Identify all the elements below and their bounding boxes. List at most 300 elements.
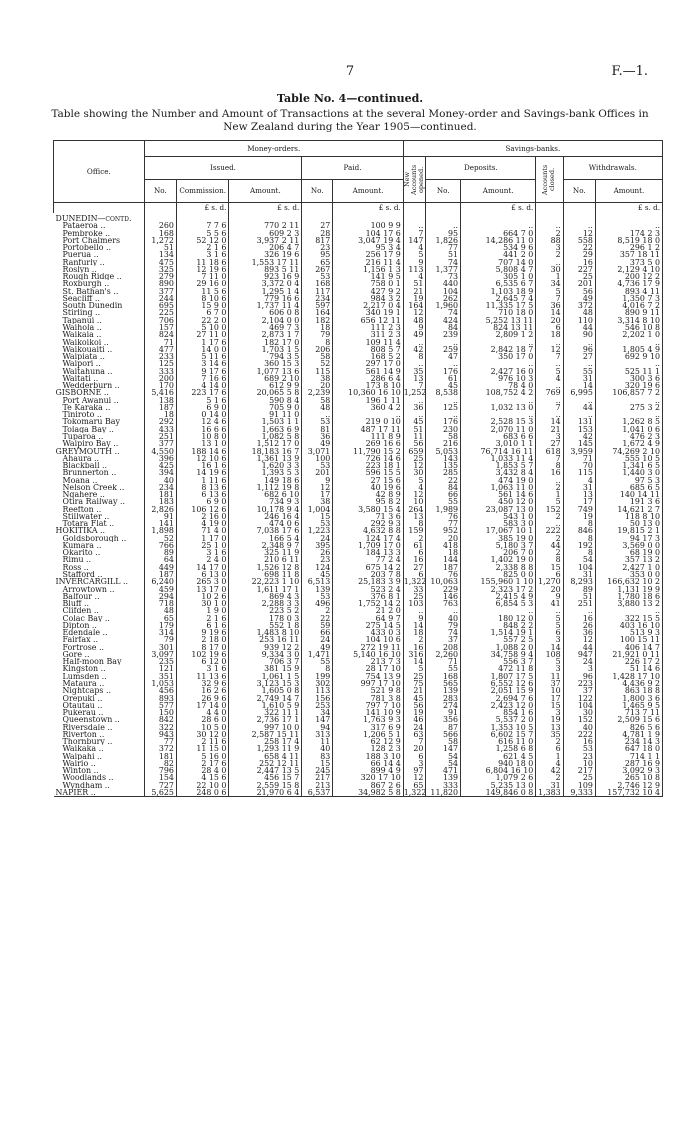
cell: 301 [144, 644, 176, 651]
cell: 6 [403, 753, 426, 760]
cell: 10 [563, 760, 595, 767]
cell: 556 3 7 [461, 658, 536, 665]
cell: 27 11 0 [176, 331, 229, 338]
cell: 2,749 14 7 [229, 695, 302, 702]
cell: .. [461, 607, 536, 614]
cell: 58 [426, 738, 461, 745]
cell [461, 213, 536, 222]
cell: 4 [563, 477, 595, 484]
cell: 360 4 2 [333, 404, 403, 411]
cell [144, 213, 176, 222]
cell: 0 14 0 [176, 411, 229, 418]
office-name: INVERCARGILL .. [55, 578, 129, 586]
cell: 396 [144, 455, 176, 462]
table-row [54, 767, 663, 774]
cell: 28 [302, 230, 333, 237]
cell: 305 1 0 [461, 273, 536, 280]
cell: 5,416 [144, 389, 176, 396]
cell: 561 14 9 [333, 368, 403, 375]
cell: .. [403, 397, 426, 404]
table-row [54, 658, 663, 665]
table-row [54, 702, 663, 709]
cell: 7 7 6 [176, 222, 229, 229]
cell: 372 [563, 302, 595, 309]
cell: 18 [302, 324, 333, 331]
cell: 322 11 1 [229, 709, 302, 716]
cell: 73 [426, 273, 461, 280]
office-name: Dipton .. [62, 621, 97, 630]
cell: 51 [426, 251, 461, 258]
cell: 685 6 5 [595, 484, 662, 491]
cell: 5 [536, 368, 563, 375]
office-name: HOKITIKA .. [55, 527, 106, 535]
cell: 710 18 0 [461, 309, 536, 316]
cell: 1,800 3 6 [595, 695, 662, 702]
cell: 1,322 [403, 788, 426, 797]
cell: 5 [536, 622, 563, 629]
unit-withdrawals: £ s. d. [595, 203, 662, 214]
cell: 74 [426, 259, 461, 266]
table-row [54, 782, 663, 789]
cell: 552 1 8 [229, 622, 302, 629]
cell: 474 19 0 [461, 477, 536, 484]
cell: 5,180 3 7 [461, 542, 536, 549]
cell: 6 7 0 [176, 309, 229, 316]
cell: 8,538 [426, 389, 461, 396]
cell: 2,809 1 2 [461, 331, 536, 338]
cell: 5 5 6 [176, 230, 229, 237]
col-withdrawals: Withdrawals. [563, 157, 662, 180]
cell: 34,758 9 4 [461, 651, 536, 658]
cell: 223 18 1 [333, 462, 403, 469]
table-row [54, 644, 663, 651]
col-paid-no: No. [302, 180, 333, 203]
cell: 111 2 3 [333, 324, 403, 331]
cell: 21 [403, 288, 426, 295]
cell: 213 [302, 782, 333, 789]
cell: 222 [536, 527, 563, 534]
table-row [54, 418, 663, 425]
cell: 612 9 9 [229, 382, 302, 389]
cell: 14 [536, 309, 563, 316]
cell: 8 [302, 665, 333, 672]
cell: 1,610 5 9 [229, 702, 302, 709]
cell: 26 [302, 549, 333, 556]
table-row [54, 738, 663, 745]
cell: 2,288 3 3 [229, 600, 302, 607]
cell: .. [563, 411, 595, 418]
cell: 2 [536, 484, 563, 491]
cell: 302 [302, 680, 333, 687]
cell: 590 8 4 [229, 397, 302, 404]
cell: .. [595, 411, 662, 418]
cell: 81 [302, 426, 333, 433]
cell: 12 10 6 [176, 455, 229, 462]
cell: 947 [563, 651, 595, 658]
cell: 131 [563, 418, 595, 425]
cell: 6,513 [302, 578, 333, 585]
cell: 893 4 11 [595, 288, 662, 295]
cell: 297 17 0 [333, 360, 403, 367]
cell: 17,067 10 1 [461, 527, 536, 534]
cell: 32 9 6 [176, 680, 229, 687]
cell: .. [333, 411, 403, 418]
cell: 427 9 2 [333, 288, 403, 295]
cell: 682 6 10 [229, 491, 302, 498]
table-row [54, 259, 663, 266]
cell: 3 1 6 [176, 549, 229, 556]
table-row [54, 397, 663, 404]
cell: 322 [144, 724, 176, 731]
cell: 7 [403, 738, 426, 745]
cell: 418 [426, 542, 461, 549]
office-name: Port Awanui .. [62, 396, 119, 404]
cell: .. [536, 477, 563, 484]
cell: 246 16 4 [229, 513, 302, 520]
office-name: Waikoikoi .. [62, 338, 109, 346]
cell: 199 [302, 673, 333, 680]
table-row [54, 484, 663, 491]
cell: 25 1 0 [176, 542, 229, 549]
table-row [54, 317, 663, 324]
table-row [54, 680, 663, 687]
cell: .. [403, 411, 426, 418]
cell: 14 [403, 658, 426, 665]
cell: 1 [536, 753, 563, 760]
cell: 19,815 2 1 [595, 527, 662, 534]
cell: 51 [144, 244, 176, 251]
cell: 2 [536, 251, 563, 258]
cell: 275 14 5 [333, 622, 403, 629]
cell: 30 [403, 469, 426, 476]
cell: 168 [302, 280, 333, 287]
cell: 4 14 0 [176, 382, 229, 389]
table-row [54, 716, 663, 723]
cell: 219 0 10 [333, 418, 403, 425]
cell: 14 [563, 382, 595, 389]
cell: 260 [144, 222, 176, 229]
cell: 10 2 6 [176, 593, 229, 600]
cell: 2,559 15 8 [229, 782, 302, 789]
table-row [54, 222, 663, 229]
office-name: Mataura .. [62, 680, 105, 688]
cell: 7 16 6 [176, 375, 229, 382]
office-name: Waipahi .. [62, 752, 103, 760]
cell: 565 [426, 680, 461, 687]
table-row [54, 404, 663, 411]
table-row [54, 433, 663, 440]
cell: 121 [144, 665, 176, 672]
cell: 2 [536, 513, 563, 520]
cell: .. [595, 607, 662, 614]
cell: 5,625 [144, 789, 176, 797]
cell: 12 [403, 462, 426, 469]
page-code: F.—1. [611, 64, 648, 79]
cell: 2,423 12 0 [461, 702, 536, 709]
cell: 22 10 0 [176, 782, 229, 789]
table-row [54, 426, 663, 433]
office-name: GISBORNE .. [55, 389, 109, 397]
cell: 16 [403, 644, 426, 651]
cell: 356 [426, 716, 461, 723]
cell: 357 13 2 [595, 556, 662, 563]
cell: .. [536, 360, 563, 367]
cell: 233 [144, 353, 176, 360]
cell: 546 10 8 [595, 324, 662, 331]
cell: 758 0 1 [333, 280, 403, 287]
cell: 66 14 4 [333, 760, 403, 767]
cell: 1,709 17 0 [333, 542, 403, 549]
cell: 3,580 15 4 [333, 506, 403, 513]
cell: 854 1 6 [461, 709, 536, 716]
table-row [54, 477, 663, 484]
cell: 62 12 9 [333, 738, 403, 745]
page-number: 7 [345, 64, 355, 79]
cell: 294 [144, 593, 176, 600]
cell: 184 13 3 [333, 549, 403, 556]
office-name: Portobello .. [62, 244, 111, 252]
cell: 22 2 0 [176, 317, 229, 324]
cell: 7 [536, 295, 563, 302]
cell: 1,526 12 8 [229, 564, 302, 571]
cell: 469 7 3 [229, 324, 302, 331]
cell: 223 17 6 [176, 389, 229, 396]
office-name: Wyndham .. [62, 781, 110, 789]
table-title: Table No. 4—continued. [276, 92, 424, 105]
cell: 30 12 0 [176, 731, 229, 738]
office-name: Otira Railway .. [62, 498, 125, 506]
cell: .. [461, 411, 536, 418]
cell: 187 [144, 571, 176, 578]
cell: 997 10 0 [229, 724, 302, 731]
cell: 179 [144, 622, 176, 629]
cell: 2 1 6 [176, 244, 229, 251]
cell: 6 9 0 [176, 498, 229, 505]
cell: 52 [144, 535, 176, 542]
cell: 55 [302, 658, 333, 665]
cell [426, 213, 461, 222]
cell: 997 17 10 [333, 680, 403, 687]
cell: 25,183 3 9 [333, 578, 403, 585]
col-deposits: Deposits. [426, 157, 536, 180]
office-name: Totara Flat .. [62, 520, 115, 528]
cell: .. [302, 411, 333, 418]
cell: 12 [563, 636, 595, 643]
cell: 28 4 0 [176, 767, 229, 774]
cell: 22,223 1 10 [229, 578, 302, 585]
cell: 322 15 5 [595, 615, 662, 622]
office-name: GREYMOUTH .. [55, 447, 120, 455]
cell: .. [461, 360, 536, 367]
cell: 3,010 1 1 [461, 440, 536, 447]
cell: 577 [144, 702, 176, 709]
cell: 13 1 0 [176, 440, 229, 447]
office-name: Tiniroto .. [62, 411, 102, 419]
office-name: Roxburgh .. [62, 280, 110, 288]
cell: .. [563, 360, 595, 367]
cell: 692 9 10 [595, 353, 662, 360]
table-row [54, 724, 663, 731]
cell: 1 [536, 491, 563, 498]
cell: 89 [563, 586, 595, 593]
office-name: Wairio .. [62, 759, 96, 768]
cell: 166,632 10 2 [595, 578, 662, 585]
cell: 54 [426, 753, 461, 760]
cell: 9 [302, 477, 333, 484]
cell: 176 [426, 418, 461, 425]
cell: 4,632 8 8 [333, 527, 403, 534]
cell: 45 [403, 418, 426, 425]
cell: 8,519 18 0 [595, 237, 662, 244]
cell: 406 14 7 [595, 644, 662, 651]
cell: 1,131 19 9 [595, 586, 662, 593]
cell: 1,156 1 3 [333, 266, 403, 273]
cell: 18 [144, 411, 176, 418]
cell: 863 18 8 [595, 687, 662, 694]
table-row [54, 339, 663, 346]
cell: 65 [403, 782, 426, 789]
cell: 754 13 9 [333, 673, 403, 680]
cell [176, 213, 229, 222]
cell: 11 18 6 [176, 259, 229, 266]
cell: 168 [426, 673, 461, 680]
cell: 23 [302, 556, 333, 563]
col-accounts-closed: Accounts closed. [536, 157, 563, 203]
cell: 157 [144, 324, 176, 331]
cell: 9 [403, 615, 426, 622]
col-issued-no: No. [144, 180, 176, 203]
cell [333, 213, 403, 222]
cell: 3 1 6 [176, 665, 229, 672]
cell: 51 14 6 [595, 665, 662, 672]
cell: 340 19 1 [333, 309, 403, 316]
cell: 890 9 11 [595, 309, 662, 316]
cell: 333 [426, 782, 461, 789]
cell: 55 [563, 368, 595, 375]
cell: 923 16 9 [229, 273, 302, 280]
cell: 22 [563, 244, 595, 251]
cell: 141 9 5 [333, 273, 403, 280]
cell: 3,097 [144, 651, 176, 658]
cell: 26 9 6 [176, 695, 229, 702]
cell: 381 15 9 [229, 665, 302, 672]
cell: 20 [403, 745, 426, 752]
office-name: Nelson Creek .. [62, 483, 125, 492]
cell: 1,663 6 9 [229, 426, 302, 433]
cell: 96 [563, 346, 595, 353]
transactions-table [53, 140, 663, 797]
cell: 1,033 11 4 [461, 455, 536, 462]
office-name: Waipiro Bay .. [62, 440, 119, 448]
table-row [54, 498, 663, 505]
table-row [54, 440, 663, 447]
office-name: Reefton .. [62, 505, 102, 513]
cell: 7 11 0 [176, 273, 229, 280]
cell: 210 6 11 [229, 556, 302, 563]
cell: 749 [563, 506, 595, 513]
cell: 23,087 13 0 [461, 506, 536, 513]
office-name: Tuparoa .. [62, 432, 104, 441]
office-name: Bluff .. [62, 600, 90, 608]
cell: 157,732 10 4 [595, 789, 662, 797]
cell: 44 [563, 644, 595, 651]
cell: 296 1 2 [595, 244, 662, 251]
cell: 6,552 12 6 [461, 680, 536, 687]
cell: 206 [302, 346, 333, 353]
cell: 8 [563, 535, 595, 542]
cell: 3,880 13 2 [595, 600, 662, 607]
cell: 766 [144, 542, 176, 549]
cell: 23 [302, 244, 333, 251]
cell: 84 [426, 484, 461, 491]
office-name: Stillwater .. [62, 512, 110, 521]
cell: 14,286 11 0 [461, 237, 536, 244]
cell: 47 [426, 353, 461, 360]
office-name: Seacliff .. [62, 294, 100, 303]
cell: 180 12 0 [461, 615, 536, 622]
cell: 2,842 18 7 [461, 346, 536, 353]
cell: 155,960 1 10 [461, 578, 536, 585]
cell: 90 [563, 331, 595, 338]
cell: 521 9 8 [333, 687, 403, 694]
cell: 796 [144, 767, 176, 774]
cell: 6 [536, 629, 563, 636]
cell: .. [461, 222, 536, 229]
cell: 239 [426, 331, 461, 338]
office-name: DUNEDIN—contd. [55, 214, 132, 223]
cell: 6 12 0 [176, 658, 229, 665]
cell: 139 [426, 687, 461, 694]
cell: 37 [536, 680, 563, 687]
cell: 15 [302, 513, 333, 520]
cell: 456 [144, 687, 176, 694]
cell: 51 [403, 426, 426, 433]
cell: 16 [536, 469, 563, 476]
cell: 230 [426, 426, 461, 433]
table-row [54, 651, 663, 658]
cell: 695 [144, 302, 176, 309]
office-name: Lumsden .. [62, 672, 107, 680]
cell: 394 [144, 469, 176, 476]
cell: 94 [302, 724, 333, 731]
cell: 1,780 18 6 [595, 593, 662, 600]
cell: 656 12 11 [333, 317, 403, 324]
cell: 1,383 [536, 789, 563, 797]
cell: 124 17 4 [333, 535, 403, 542]
cell: 37 [563, 687, 595, 694]
cell: 566 [426, 731, 461, 738]
cell: 286 6 4 [333, 375, 403, 382]
cell: 707 14 0 [461, 259, 536, 266]
cell: 229 [426, 586, 461, 593]
cell: 28 6 0 [176, 716, 229, 723]
office-name: Ngahere .. [62, 491, 105, 499]
table-row [54, 266, 663, 273]
table-row [54, 549, 663, 556]
cell: 16 2 6 [176, 687, 229, 694]
cell: 83 [302, 753, 333, 760]
cell: 8 10 6 [176, 295, 229, 302]
col-issued-amount: Amount. [229, 180, 302, 203]
office-name: South Dunedin [62, 302, 123, 310]
cell: 558 [563, 237, 595, 244]
cell: .. [426, 607, 461, 614]
cell: 360 15 3 [229, 360, 302, 367]
table-row [54, 324, 663, 331]
cell: 2 1 6 [176, 615, 229, 622]
cell: 2 [536, 774, 563, 781]
cell: 1 11 6 [176, 477, 229, 484]
